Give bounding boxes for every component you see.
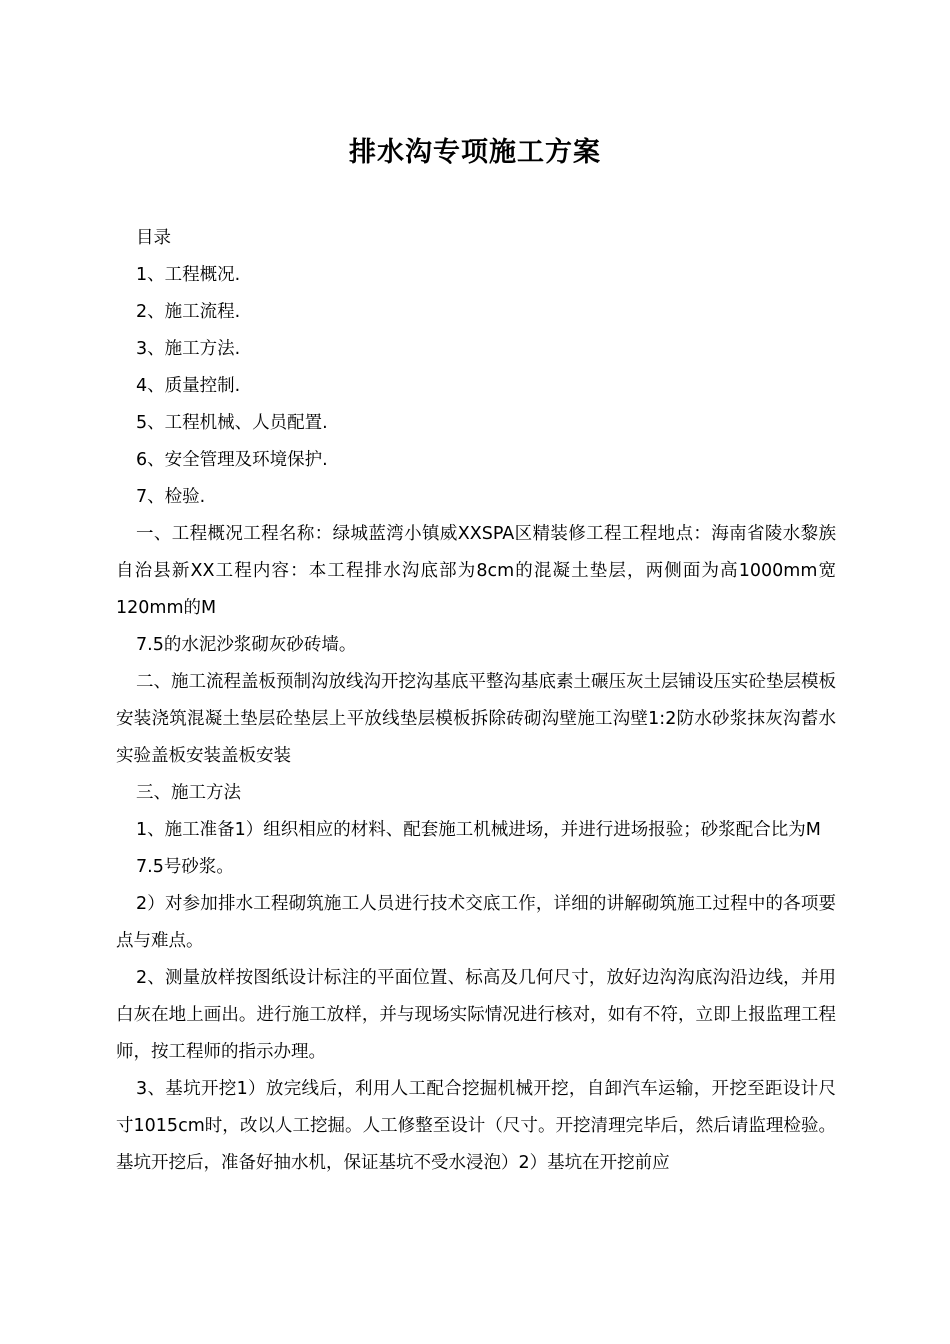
section-construction-process: 二、施工流程盖板预制沟放线沟开挖沟基底平整沟基底素土碾压灰土层铺设压实砼垫层模板安装浇筑混凝土垫层砼垫层上平放线垫层模板拆除砖砌沟壁施工沟壁1:2防水砂浆抹灰沟蓄水实验盖板安装盖板安装	[116, 672, 836, 766]
toc-item: 2、施工流程.	[136, 302, 241, 322]
section-project-overview: 一、工程概况工程名称：绿城蓝湾小镇威XXSPA区精装修工程工程地点：海南省陵水黎族自治县新XX工程内容：本工程排水沟底部为8cm的混凝土垫层，两侧面为高1000mm宽120mm的M	[116, 524, 836, 618]
paragraph: 7.5的水泥沙浆砌灰砂砖墙。	[136, 635, 357, 655]
document-body	[116, 220, 836, 1182]
toc-item: 1、工程概况.	[136, 265, 241, 285]
toc-item: 5、工程机械、人员配置.	[136, 413, 328, 433]
toc-heading: 目录	[136, 228, 171, 248]
toc-item: 3、施工方法.	[136, 339, 241, 359]
paragraph: 2、测量放样按图纸设计标注的平面位置、标高及几何尺寸，放好边沟沟底沟沿边线，并用白灰在地上画出。进行施工放样，并与现场实际情况进行核对，如有不符，立即上报监理工程师，按工程师的指示办理。	[116, 968, 836, 1062]
toc-item: 4、质量控制.	[136, 376, 241, 396]
toc-item: 7、检验.	[136, 487, 206, 507]
paragraph: 3、基坑开挖1）放完线后，利用人工配合挖掘机械开挖，自卸汽车运输，开挖至距设计尺寸1015cm时，改以人工挖掘。人工修整至设计（尺寸。开挖清理完毕后，然后请监理检验。基坑开挖后，准备好抽水机，保证基坑不受水浸泡）2）基坑在开挖前应	[116, 1079, 836, 1173]
section-construction-method-heading: 三、施工方法	[136, 783, 241, 803]
paragraph: 1、施工准备1）组织相应的材料、配套施工机械进场，并进行进场报验；砂浆配合比为M	[136, 820, 821, 840]
document-title: 排水沟专项施工方案	[349, 137, 601, 168]
paragraph: 7.5号砂浆。	[136, 857, 234, 877]
paragraph: 2）对参加排水工程砌筑施工人员进行技术交底工作，详细的讲解砌筑施工过程中的各项要点与难点。	[116, 894, 836, 951]
toc-item: 6、安全管理及环境保护.	[136, 450, 328, 470]
